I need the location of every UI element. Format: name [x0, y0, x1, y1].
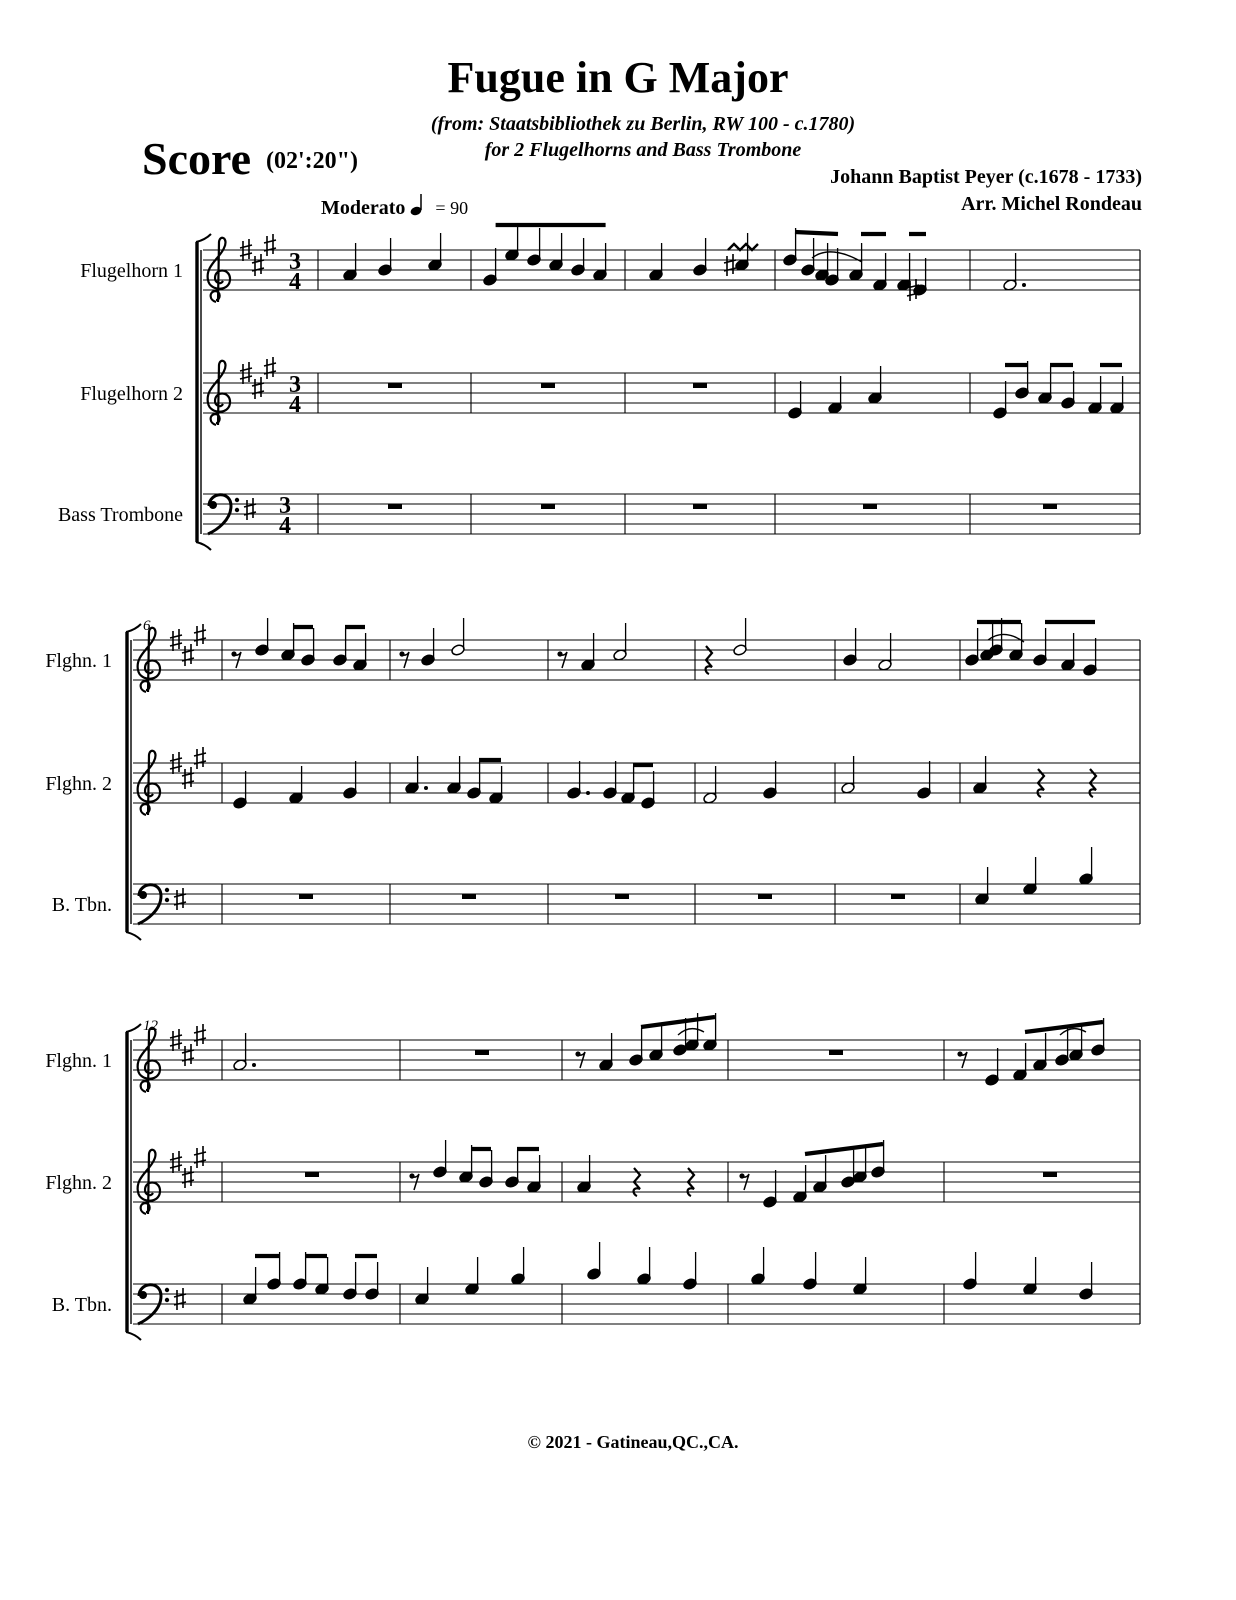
whole-rest [299, 894, 313, 899]
system-bracket [126, 1024, 141, 1032]
whole-rest [388, 504, 402, 509]
staff-label: Flghn. 1 [45, 650, 112, 672]
bass-clef-dot [139, 1291, 147, 1299]
measure-number: 6 [143, 618, 151, 634]
system-bracket [196, 234, 211, 242]
sharp-icon [182, 1044, 194, 1066]
whole-rest [1043, 504, 1057, 509]
staff-label: Flugelhorn 1 [80, 260, 183, 282]
sharp-icon [194, 1146, 206, 1168]
time-signature-denominator: 4 [279, 513, 291, 539]
whole-rest [615, 894, 629, 899]
sharp-icon [182, 644, 194, 666]
arranger-credit: Arr. Michel Rondeau [961, 193, 1142, 215]
augmentation-dot [252, 1063, 256, 1067]
whole-rest [541, 504, 555, 509]
sharp-icon [174, 888, 186, 910]
bass-clef-dot [235, 508, 239, 512]
whole-rest [829, 1050, 843, 1055]
composer-credit: Johann Baptist Peyer (c.1678 - 1733) [830, 166, 1142, 188]
augmentation-dot [586, 791, 590, 795]
whole-rest [541, 383, 555, 388]
tempo-text: Moderato [321, 197, 406, 219]
slur [678, 1029, 704, 1035]
system-bracket [196, 542, 211, 550]
trill-ornament [728, 244, 758, 250]
sharp-icon [252, 377, 264, 399]
instrumentation-note: for 2 Flugelhorns and Bass Trombone [484, 139, 802, 161]
staff-label: B. Tbn. [51, 1294, 112, 1316]
sharp-icon [194, 1024, 206, 1046]
source-note: (from: Staatsbibliothek zu Berlin, RW 100 - c.1780) [430, 113, 856, 135]
staff-label: Flugelhorn 2 [80, 383, 183, 405]
measure-number: 12 [143, 1018, 158, 1034]
bass-clef-dot [235, 498, 239, 502]
system-bracket [126, 932, 141, 940]
bass-clef-dot [139, 891, 147, 899]
score-layer [45, 223, 1140, 1340]
note-beam [641, 1017, 715, 1027]
sharp-icon [182, 767, 194, 789]
staff-label: B. Tbn. [51, 894, 112, 916]
sharp-icon [252, 254, 264, 276]
time-signature-denominator: 4 [289, 392, 301, 418]
time-signature-numerator: 3 [279, 493, 291, 519]
whole-rest [693, 383, 707, 388]
whole-rest [693, 504, 707, 509]
time-signature-numerator: 3 [289, 249, 301, 275]
time-signature-denominator: 4 [289, 269, 301, 295]
time-signature-numerator: 3 [289, 372, 301, 398]
staff-label: Bass Trombone [57, 504, 183, 526]
augmentation-dot [1022, 283, 1026, 287]
sharp-icon [264, 234, 276, 256]
staff-label: Flghn. 2 [45, 1172, 112, 1194]
slur [988, 634, 1024, 642]
system-bracket [126, 624, 141, 632]
score-label: Score [142, 133, 252, 184]
bass-clef-dot [209, 501, 217, 509]
sharp-icon [244, 498, 256, 520]
augmentation-dot [424, 786, 428, 790]
system-bracket [126, 1332, 141, 1340]
note-beam [795, 232, 838, 234]
tempo-value: = 90 [435, 198, 469, 218]
bass-clef-dot [165, 1288, 169, 1292]
copyright-notice: © 2021 - Gatineau,QC.,CA. [527, 1432, 739, 1452]
whole-rest [388, 383, 402, 388]
whole-rest [475, 1050, 489, 1055]
whole-rest [305, 1172, 319, 1177]
staff-label: Flghn. 2 [45, 773, 112, 795]
score-title: Fugue in G Major [447, 53, 789, 102]
whole-rest [1043, 1172, 1057, 1177]
sharp-icon [724, 254, 736, 276]
sharp-icon [182, 1166, 194, 1188]
duration-label: (02':20") [266, 148, 358, 174]
sharp-icon [194, 624, 206, 646]
whole-rest [758, 894, 772, 899]
sharp-icon [264, 357, 276, 379]
note-beam [805, 1144, 883, 1154]
note-beam [1025, 1022, 1103, 1032]
whole-rest [462, 894, 476, 899]
whole-rest [891, 894, 905, 899]
sharp-icon [174, 1288, 186, 1310]
bass-clef-dot [165, 1298, 169, 1302]
whole-rest [863, 504, 877, 509]
bass-clef-dot [165, 888, 169, 892]
sharp-icon [194, 747, 206, 769]
staff-label: Flghn. 1 [45, 1050, 112, 1072]
bass-clef-dot [165, 898, 169, 902]
